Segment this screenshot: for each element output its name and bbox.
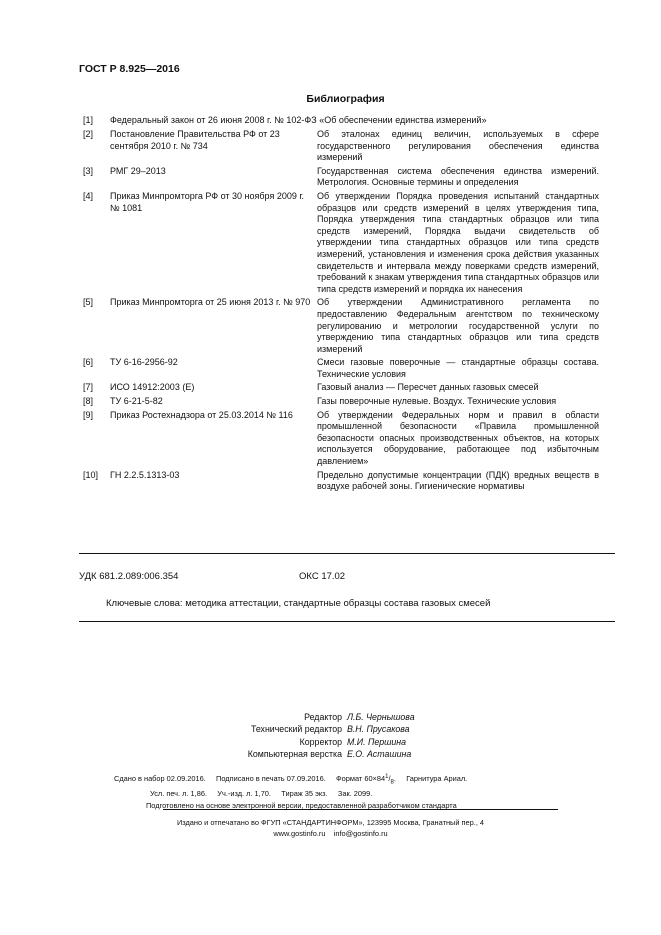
print-format: Формат $60\times 84^1/_8$. [336, 774, 396, 786]
bib-entry [79, 396, 599, 408]
credit-row [0, 736, 661, 748]
bib-entry-title: Об утверждении Порядка проведения испытаний стандартных образцов или средств измерений в целях утверждения типа, Порядка утверждения типа стандартных образцов или типа средств измерений, Порядка выдачи свидетельств об утверждении типа стандартных образцов или типа средств измерений, установления и изменения срока действия указанных свидетельств и интервала между поверками средств измерений, требований к знакам утверждения типа стандартных образцов или типа средств измерений и порядка их нанесения [317, 190, 599, 294]
signed-to-print: Подписано в печать 07.09.2016. [216, 774, 326, 783]
bib-entry [79, 410, 599, 468]
bib-entry-number: [2] [83, 129, 94, 139]
bib-entry [79, 191, 599, 295]
bib-entry-title: Об утверждении Федеральных норм и правил в области промышленной безопасности «Правила промышленной безопасности опасных производственных объектов, на которых используется оборудование, работающее под избыточным давлением» [317, 409, 599, 467]
bib-entry-title: Государственная система обеспечения единства измерений. Метрология. Основные термины и определения [317, 165, 599, 188]
bib-entry-number: [1] [83, 115, 94, 125]
bib-entry [79, 115, 599, 127]
website-link[interactable]: www.gostinfo.ru [273, 829, 326, 838]
bibliography-list [79, 115, 599, 495]
bib-entry-number: [3] [83, 165, 94, 176]
bib-entry-source: Федеральный закон от 26 июня 2008 г. № 102-ФЗ «Об обеспечении единства измерений» [110, 115, 487, 125]
bib-entry-source: Приказ Ростехнадзора от 25.03.2014 № 116 [110, 409, 293, 420]
credit-name: М.И. Першина [347, 736, 407, 747]
bib-entry-source: РМГ 29–2013 [110, 165, 166, 176]
copies: Тираж 35 экз. [281, 789, 328, 799]
bib-entry-source: ИСО 14912:2003 (Е) [110, 382, 195, 393]
credit-name: Е.О. Асташина [347, 749, 412, 760]
credits-block [0, 711, 661, 761]
bib-entry-title: Смеси газовые поверочные — стандартные образцы состава. Технические условия [317, 357, 599, 379]
credit-name: В.Н. Прусакова [347, 724, 410, 735]
bib-entry [79, 357, 599, 380]
udk-code: УДК 681.2.089:006.354 [79, 571, 179, 582]
publisher-address: Издано и отпечатано во ФГУП «СТАНДАРТИНФОРМ», 123995 Москва, Гранатный пер., 4 [176, 818, 485, 827]
prepared-note: Подготовлено на основе электронной версии, предоставленной разработчиком стандарта [146, 801, 457, 811]
bib-entry-title: Газовый анализ — Пересчет данных газовых смесей [317, 382, 539, 393]
bib-entry-number: [4] [83, 190, 94, 201]
bib-entry-source: ТУ 6-16-2956-92 [110, 357, 178, 368]
credit-role: Технический редактор [250, 724, 342, 735]
contacts [0, 828, 661, 839]
oks-code: ОКС 17.02 [299, 571, 346, 582]
bib-entry-title: Об эталонах единиц величин, используемых в сфере государственного регулирования обеспечения единства измерений [317, 129, 599, 163]
divider-top [79, 553, 615, 554]
bib-entry-source: Постановление Правительства РФ от 23 сентября 2010 г. № 734 [110, 129, 280, 151]
divider-imprint [163, 809, 558, 810]
bib-entry-title: Об утверждении Административного регламента по предоставлению Федеральным агентством по техническому регулированию и метрологии государственной услуги по утверждению типа стандартных образцов или типа средств измерений [317, 297, 599, 354]
credit-row [0, 711, 661, 723]
bib-entry-source: ТУ 6-21-5-82 [110, 396, 163, 407]
bib-entry-number: [7] [83, 382, 94, 393]
publication-info [114, 771, 467, 812]
publisher-sheets: Уч.-изд. л. 1,70. [217, 789, 271, 799]
credit-row [0, 748, 661, 760]
bib-entry-title: Предельно допустимые концентрации (ПДК) вредных веществ в воздухе рабочей зоны. Гигиенические нормативы [317, 469, 599, 492]
bib-entry-source: Приказ Минпромторга от 25 июня 2013 г. № 970 [110, 297, 311, 308]
credit-role: Компьютерная верстка [247, 749, 342, 760]
bib-entry-source: Приказ Минпромторга РФ от 30 ноября 2009 г. № 1081 [110, 190, 305, 213]
keywords: Ключевые слова: методика аттестации, стандартные образцы состава газовых смесей [106, 598, 491, 609]
email-link[interactable]: info@gostinfo.ru [333, 829, 388, 838]
bib-entry-number: [10] [83, 469, 99, 480]
credit-name: Л.Б. Чернышова [347, 712, 415, 722]
standard-number: ГОСТ Р 8.925—2016 [79, 63, 180, 75]
bib-entry [79, 297, 599, 355]
bibliography-title: Библиография [306, 93, 385, 105]
bib-entry [79, 470, 599, 493]
print-sheets: Усл. печ. л. 1,86. [150, 789, 207, 799]
bib-entry-source: ГН 2.2.5.1313-03 [110, 469, 180, 480]
imprint [0, 817, 661, 839]
font-info: Гарнитура Ариал. [406, 774, 468, 783]
bib-entry [79, 382, 599, 394]
bib-entry-title: Газы поверочные нулевые. Воздух. Технические условия [317, 396, 557, 407]
order-number: Зак. 2099. [337, 789, 373, 799]
bib-entry-number: [9] [83, 409, 94, 420]
credit-role: Корректор [299, 736, 342, 747]
bib-entry [79, 129, 599, 164]
bib-entry-number: [5] [83, 297, 94, 308]
credit-row [0, 723, 661, 735]
bib-entry-number: [8] [83, 396, 94, 407]
bib-entry [79, 166, 599, 189]
sent-to-set: Сдано в набор 02.09.2016. [114, 774, 206, 783]
credit-role: Редактор [304, 712, 342, 722]
divider-bottom [79, 621, 615, 622]
bib-entry-number: [6] [83, 357, 94, 368]
